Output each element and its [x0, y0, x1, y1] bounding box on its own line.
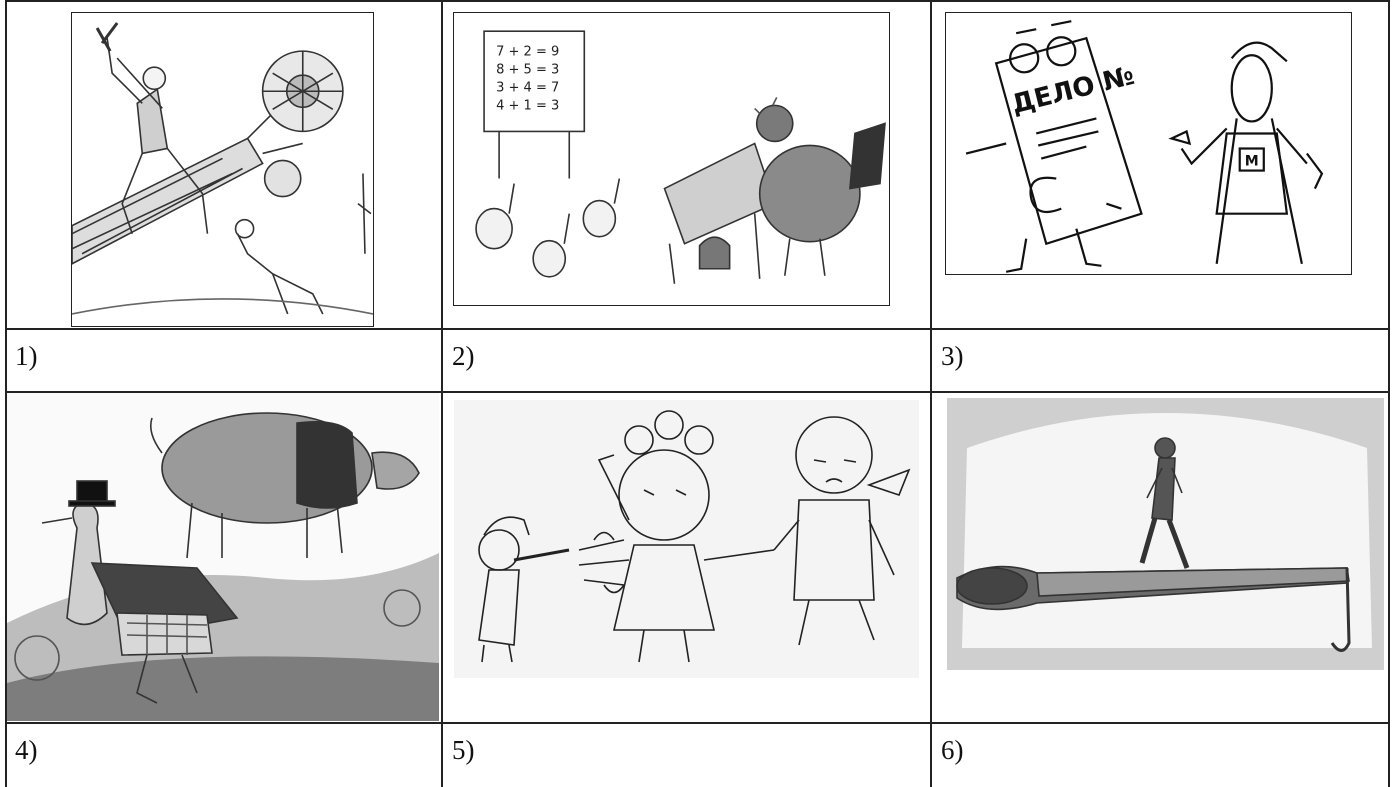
man-walking-on-balalaika-illustration — [947, 398, 1384, 670]
table-row-divider — [5, 328, 1390, 330]
file-title: ДЕЛО № — [1008, 60, 1138, 121]
board-line-1: 7 + 2 = 9 — [496, 44, 560, 60]
cell-1-label: 1) — [15, 341, 38, 371]
overall-letter: М — [1244, 153, 1259, 170]
table-border-top — [5, 0, 1390, 2]
man-chopping-tree-illustration — [71, 12, 374, 327]
cell-3-label: 3) — [941, 341, 964, 371]
table-column-divider — [441, 0, 443, 787]
board-line-3: 3 + 4 = 7 — [496, 80, 560, 96]
case-file-and-mechanic-illustration — [945, 12, 1352, 275]
cell-2-label: 2) — [452, 341, 475, 371]
table-border-right — [1388, 0, 1390, 787]
table-row-divider — [5, 722, 1390, 724]
children-with-flute-illustration — [454, 400, 919, 678]
cell-4-label: 4) — [15, 735, 38, 765]
pig-and-goose-illustration — [7, 393, 439, 721]
cell-6-label: 6) — [941, 735, 964, 765]
board-line-2: 8 + 5 = 3 — [496, 62, 560, 78]
board-line-4: 4 + 1 = 3 — [496, 98, 560, 114]
picture-grid — [5, 0, 1390, 787]
hen-teacher-classroom-illustration — [453, 12, 890, 306]
table-column-divider — [930, 0, 932, 787]
cell-5-label: 5) — [452, 735, 475, 765]
